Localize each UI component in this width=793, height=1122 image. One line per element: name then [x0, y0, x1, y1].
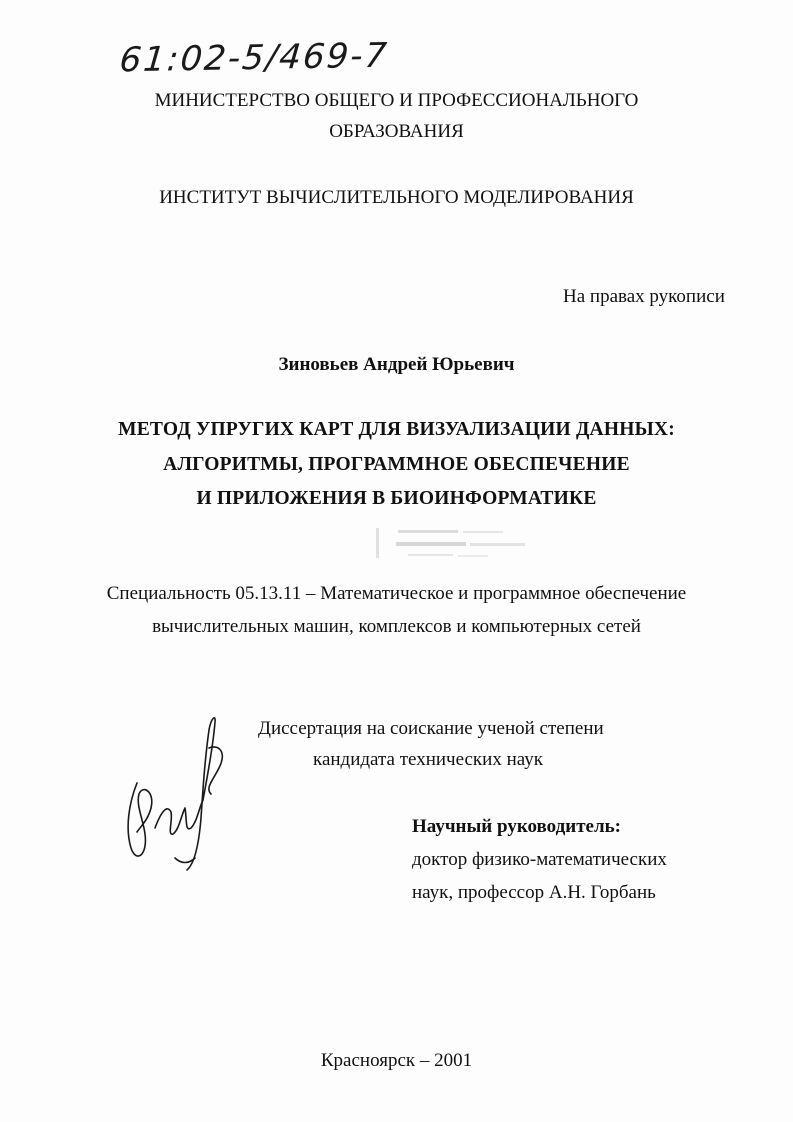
title-line-2: АЛГОРИТМЫ, ПРОГРАММНОЕ ОБЕСПЕЧЕНИЕ	[163, 454, 630, 475]
ministry-line-1: МИНИСТЕРСТВО ОБЩЕГО И ПРОФЕССИОНАЛЬНОГО	[154, 90, 639, 111]
specialty-line-2: вычислительных машин, комплексов и компьютерных сетей	[152, 616, 641, 637]
city-year: Красноярск – 2001	[320, 1050, 473, 1071]
supervisor-heading: Научный руководитель:	[412, 816, 621, 837]
supervisor-line-1: доктор физико-математических	[412, 849, 667, 870]
specialty-line-1: Специальность 05.13.11 – Математическое и программное обеспечение	[106, 583, 687, 604]
degree-line-1: Диссертация на соискание ученой степени	[258, 718, 604, 739]
ministry-line-2: ОБРАЗОВАНИЯ	[329, 121, 464, 142]
institute-name: ИНСТИТУТ ВЫЧИСЛИТЕЛЬНОГО МОДЕЛИРОВАНИЯ	[159, 187, 634, 208]
handwritten-archive-code: 61:02-5/469-7	[118, 35, 391, 81]
faded-library-stamp	[368, 522, 538, 570]
author-name: Зиновьев Андрей Юрьевич	[278, 354, 515, 375]
title-line-3: И ПРИЛОЖЕНИЯ В БИОИНФОРМАТИКЕ	[196, 488, 597, 509]
degree-line-2: кандидата технических наук	[313, 749, 543, 770]
handwritten-signature	[115, 708, 245, 878]
manuscript-rights-note: На правах рукописи	[563, 286, 725, 307]
title-line-1: МЕТОД УПРУГИХ КАРТ ДЛЯ ВИЗУАЛИЗАЦИИ ДАННЫХ:	[118, 419, 675, 440]
supervisor-line-2: наук, профессор А.Н. Горбань	[412, 882, 656, 903]
